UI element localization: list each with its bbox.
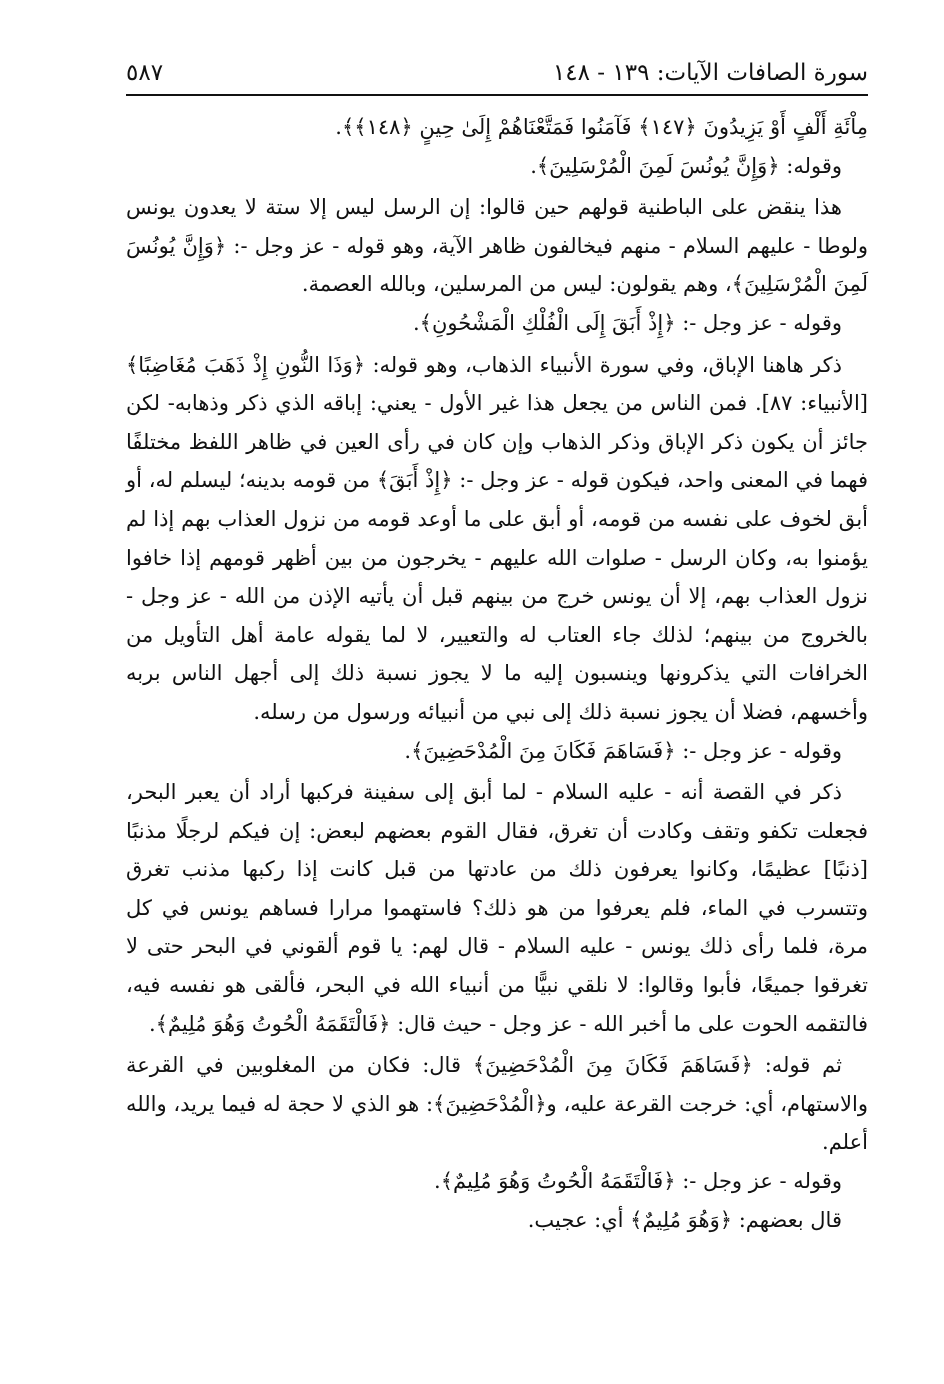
paragraph-verse-quote: وقوله - عز وجل -: ﴿فَالْتَقَمَهُ الْحُوتُ وَهُوَ مُلِيمٌ﴾. [434,1169,842,1194]
page-header [126,54,868,94]
running-head-title: سورة الصافات الآيات: ١٣٩ - ١٤٨ [552,60,868,86]
paragraph-commentary: ثم قوله: ﴿فَسَاهَمَ فَكَانَ مِنَ الْمُدْحَضِينَ﴾ قال: فكان من المغلوبين في القرعة والاستهام، أي: خرجت القرعة عليه، و﴿الْمُدْحَضِينَ﴾: هو الذي لا حجة له فيما يريد، والله أعلم. [126,1053,868,1155]
paragraph-commentary: قال بعضهم: ﴿وَهُوَ مُلِيمٌ﴾ أي: عجيب. [527,1207,842,1232]
paragraph-commentary: هذا ينقض على الباطنية قولهم حين قالوا: إن الرسل ليس إلا ستة لا يعدون يونس ولوطا - عليهم السلام - منهم فيخالفون ظاهر الآية، وهو قوله - عز وجل -: ﴿وَإِنَّ يُونُسَ لَمِنَ الْمُرْسَلِينَ﴾، وهم يقولون: ليس من المرسلين، وبالله العصمة. [126,195,868,297]
paragraph-verse-quote: وقوله: ﴿وَإِنَّ يُونُسَ لَمِنَ الْمُرْسَلِينَ﴾. [530,153,842,178]
verse-continuation: مِاْئَةِ أَلْفٍ أَوْ يَزِيدُونَ ﴿١٤٧﴾ فَآمَنُوا فَمَتَّعْنَاهُمْ إِلَىٰ حِينٍ ﴿١٤٨﴾﴾. [335,115,868,139]
header-rule [126,94,868,96]
paragraph-verse-quote: وقوله - عز وجل -: ﴿إِذْ أَبَقَ إِلَى الْفُلْكِ الْمَشْحُونِ﴾. [412,310,842,335]
page-body [126,108,868,1239]
paragraph-verse-quote: وقوله - عز وجل -: ﴿فَسَاهَمَ فَكَانَ مِنَ الْمُدْحَضِينَ﴾. [404,738,842,763]
paragraph-commentary: ذكر في القصة أنه - عليه السلام - لما أبق إلى سفينة فركبها أراد أن يعبر البحر، فجعلت تكفو وتقف وكادت أن تغرق، فقال القوم بعضهم لبعض: إن فيكم لرجلًا مذنبًا [ذنبًا] عظيمًا، وكانوا يعرفون ذلك من عادتها من قبل كانت إذا ركبها مذنب تغرق وتتسرب في الماء، فلم يعرفوا من هو ذلك؟ فاستهموا مرارا فساهم يونس في كل مرة، فلما رأى ذلك يونس - عليه السلام - قال لهم: يا قوم ألقوني في البحر حتى لا تغرقوا جميعًا، فأبوا وقالوا: لا نلقي نبيًّا من أنبياء الله في البحر، فألقى هو نفسه فيه، فالتقمه الحوت على ما أخبر الله - عز وجل - حيث قال: ﴿فَالْتَقَمَهُ الْحُوتُ وَهُوَ مُلِيمٌ﴾. [126,780,868,1036]
paragraph-commentary: ذكر هاهنا الإباق، وفي سورة الأنبياء الذهاب، وهو قوله: ﴿وَذَا النُّونِ إِذْ ذَهَبَ مُغَاضِبًا﴾ [الأنبياء: ٨٧]. فمن الناس من يجعل هذا غير الأول - يعني: إباقه الذي ذكر وذهابه- لكن جائز أن يكون ذكر الإباق وذكر الذهاب وإن كان في رأى العين في ظاهر اللفظ مختلفًا فهما في المعنى واحد، فيكون قوله - عز وجل -: ﴿إِذْ أَبَقَ﴾ من قومه بدينه؛ ليسلم له، أو أبق لخوف على نفسه من قومه، أو أبق على ما أوعد قومه من نزول العذاب بهم إذا لم يؤمنوا به، وكان الرسل - صلوات الله عليهم - يخرجون من بين أظهر قومهم إذا خافوا نزول العذاب بهم، إلا أن يونس خرج من بينهم قبل أن يأتيه الإذن من الله - عز وجل - بالخروج من بينهم؛ لذلك جاء العتاب له والتعيير، لا لما يقوله عامة أهل التأويل من الخرافات التي يذكرونها وينسبون إليه ما لا يجوز نسبة ذلك إلى أجهل الناس بربه وأخسهم، فضلا أن يجوز نسبة ذلك إلى نبي من أنبيائه ورسول من رسله. [126,352,869,724]
page-number: ٥٨٧ [126,60,164,86]
